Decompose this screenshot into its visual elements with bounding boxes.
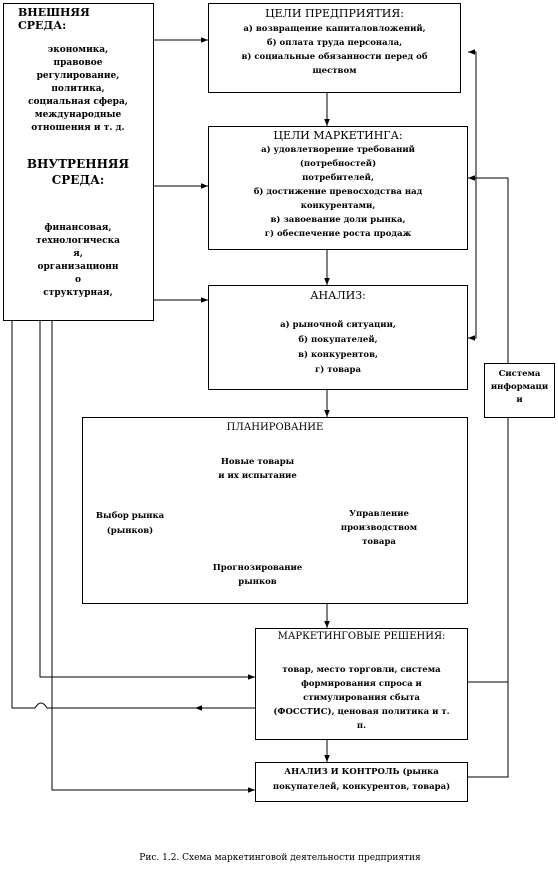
decisions-items: товар, место торговли, система формирования спроса и стимулирования сбыта (ФОССТИС), ценовая политика и т. п.	[273, 665, 450, 731]
external-env-items: экономика, правовое регулирование, политика, социальная сфера, международные отношения и т. д.	[28, 45, 128, 133]
arrow-decisions-to-info	[468, 390, 508, 682]
analysis-title: АНАЛИЗ:	[310, 289, 366, 302]
planning-title: ПЛАНИРОВАНИЕ	[226, 422, 324, 433]
arrow-info-to-enterprise	[468, 52, 476, 178]
planning-new-products: Новые товары и их испытание	[218, 457, 297, 481]
marketing-goals-items: а) удовлетворение требований (потребностей) потребителей, б) достижение превосходства над конкурентами, в) завоевание доли рынка, г) обеспечение роста продаж	[253, 145, 423, 239]
planning-forecasting: Прогнозирование рынков	[212, 563, 303, 587]
control-label: АНАЛИЗ И КОНТРОЛЬ (рынка покупателей, конкурентов, товара)	[272, 767, 451, 792]
enterprise-goals-items: а) возвращение капиталовложений, б) оплата труда персонала, в) социальные обязанности перед об ществом	[241, 24, 428, 76]
line-control-to-info	[468, 682, 508, 777]
arrow-left-to-control	[52, 702, 255, 790]
info-system-label: Система информаци и	[490, 369, 549, 405]
analysis-items: а) рыночной ситуации, б) покупателей, в) конкурентов, г) товара	[280, 320, 396, 375]
arrow-info-to-analysis	[468, 178, 476, 338]
decisions-title: МАРКЕТИНГОВЫЕ РЕШЕНИЯ:	[277, 631, 446, 642]
marketing-goals-title: ЦЕЛИ МАРКЕТИНГА:	[273, 129, 403, 142]
enterprise-goals-title: ЦЕЛИ ПРЕДПРИЯТИЯ:	[265, 7, 404, 20]
arrow-info-to-marketing	[468, 178, 508, 363]
internal-env-items: финансовая, технологическа я, организационн о структурная,	[36, 223, 120, 298]
internal-env-title: ВНУТРЕННЯЯ СРЕДА:	[26, 157, 130, 187]
planning-market-choice: Выбор рынка (рынков)	[95, 511, 165, 536]
line-loop-hop	[35, 703, 255, 708]
planning-production-mgmt: Управление производством товара	[340, 509, 418, 547]
figure-caption: Рис. 1.2. Схема маркетинговой деятельности предприятия	[139, 853, 421, 863]
line-outer-loop	[12, 320, 35, 708]
external-env-title: ВНЕШНЯЯ СРЕДА:	[18, 6, 90, 32]
